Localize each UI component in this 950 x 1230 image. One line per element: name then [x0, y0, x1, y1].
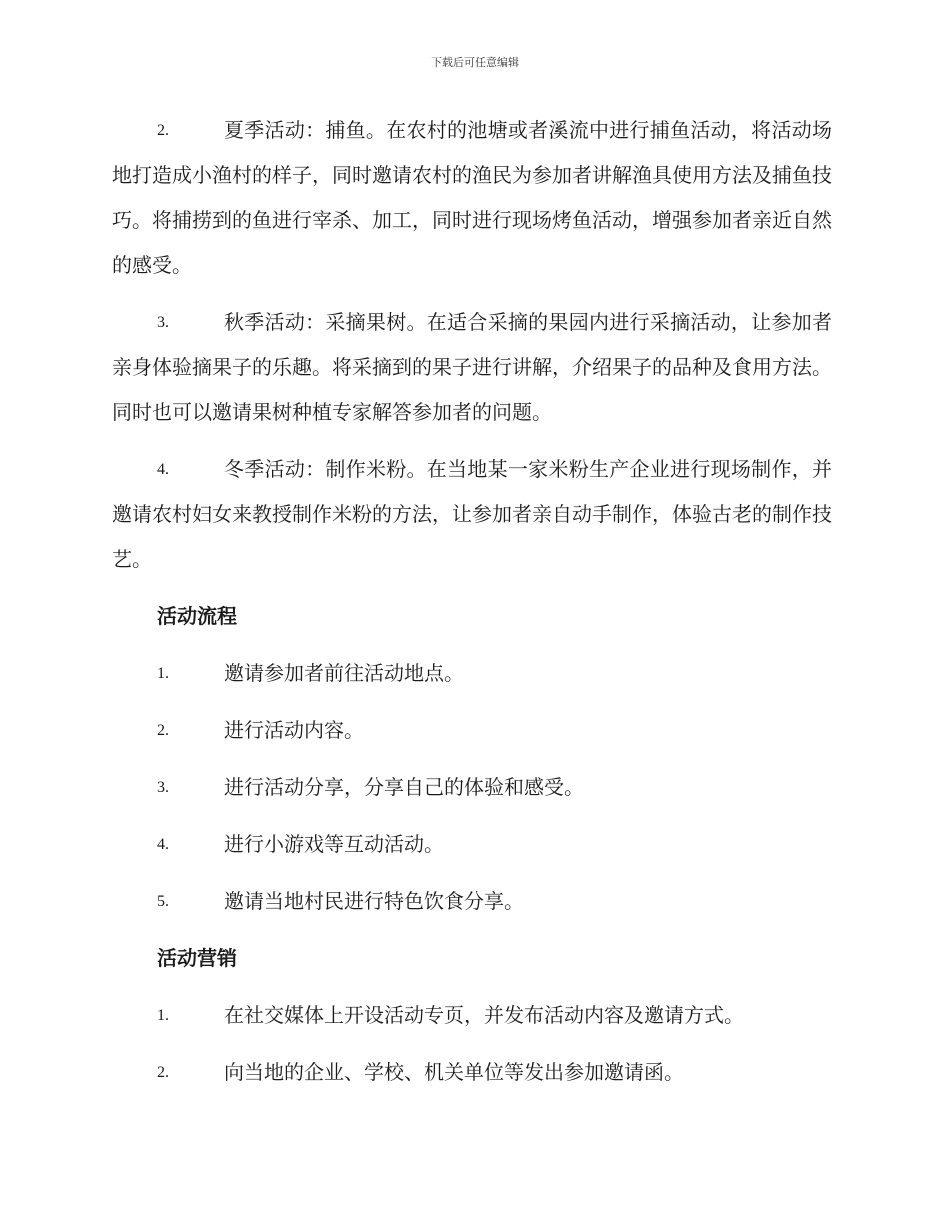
process-section-heading: 活动流程 — [157, 604, 237, 628]
list-text: 进行活动内容。 — [224, 718, 364, 742]
paragraph-text: 冬季活动：制作米粉。在当地某一家米粉生产企业进行现场制作，并邀请农村妇女来教授制作米粉的方法，让参加者亲自动手制作，体验古老的制作技艺。 — [112, 457, 832, 571]
process-list-item — [112, 708, 832, 753]
list-text: 邀请参加者前往活动地点。 — [224, 661, 464, 685]
process-list-item — [112, 822, 832, 867]
marketing-list-item — [112, 1050, 832, 1095]
page-header-note: 下载后可任意编辑 — [431, 56, 519, 69]
list-number: 5. — [157, 893, 169, 910]
list-number: 4. — [157, 836, 169, 853]
list-text: 进行小游戏等互动活动。 — [224, 832, 444, 856]
process-list-item — [112, 651, 832, 696]
process-list-item — [112, 765, 832, 810]
marketing-section-heading: 活动营销 — [157, 946, 237, 970]
list-number: 2. — [157, 722, 169, 739]
paragraph-text: 夏季活动：捕鱼。在农村的池塘或者溪流中进行捕鱼活动，将活动场地打造成小渔村的样子，同时邀请农村的渔民为参加者讲解渔具使用方法及捕鱼技巧。将捕捞到的鱼进行宰杀、加工，同时进行现场烤鱼活动，增强参加者亲近自然的感受。 — [112, 118, 832, 277]
list-number: 1. — [157, 1007, 169, 1024]
list-number: 3. — [157, 779, 169, 796]
list-text: 向当地的企业、学校、机关单位等发出参加邀请函。 — [224, 1060, 684, 1084]
marketing-list-item — [112, 993, 832, 1038]
paragraph-number: 3. — [157, 314, 169, 331]
list-text: 进行活动分享，分享自己的体验和感受。 — [224, 775, 584, 799]
list-number: 1. — [157, 665, 169, 682]
list-number: 2. — [157, 1064, 169, 1081]
paragraph-number: 2. — [157, 122, 169, 139]
winter-activity-paragraph — [112, 447, 832, 582]
list-text: 在社交媒体上开设活动专页，并发布活动内容及邀请方式。 — [224, 1003, 744, 1027]
document-body — [112, 108, 832, 1107]
process-list-item — [112, 879, 832, 924]
list-text: 邀请当地村民进行特色饮食分享。 — [224, 889, 524, 913]
paragraph-text: 秋季活动：采摘果树。在适合采摘的果园内进行采摘活动，让参加者亲身体验摘果子的乐趣。将采摘到的果子进行讲解，介绍果子的品种及食用方法。同时也可以邀请果树种植专家解答参加者的问题。 — [112, 310, 832, 424]
summer-activity-paragraph — [112, 108, 832, 288]
paragraph-number: 4. — [157, 461, 169, 478]
autumn-activity-paragraph — [112, 300, 832, 435]
